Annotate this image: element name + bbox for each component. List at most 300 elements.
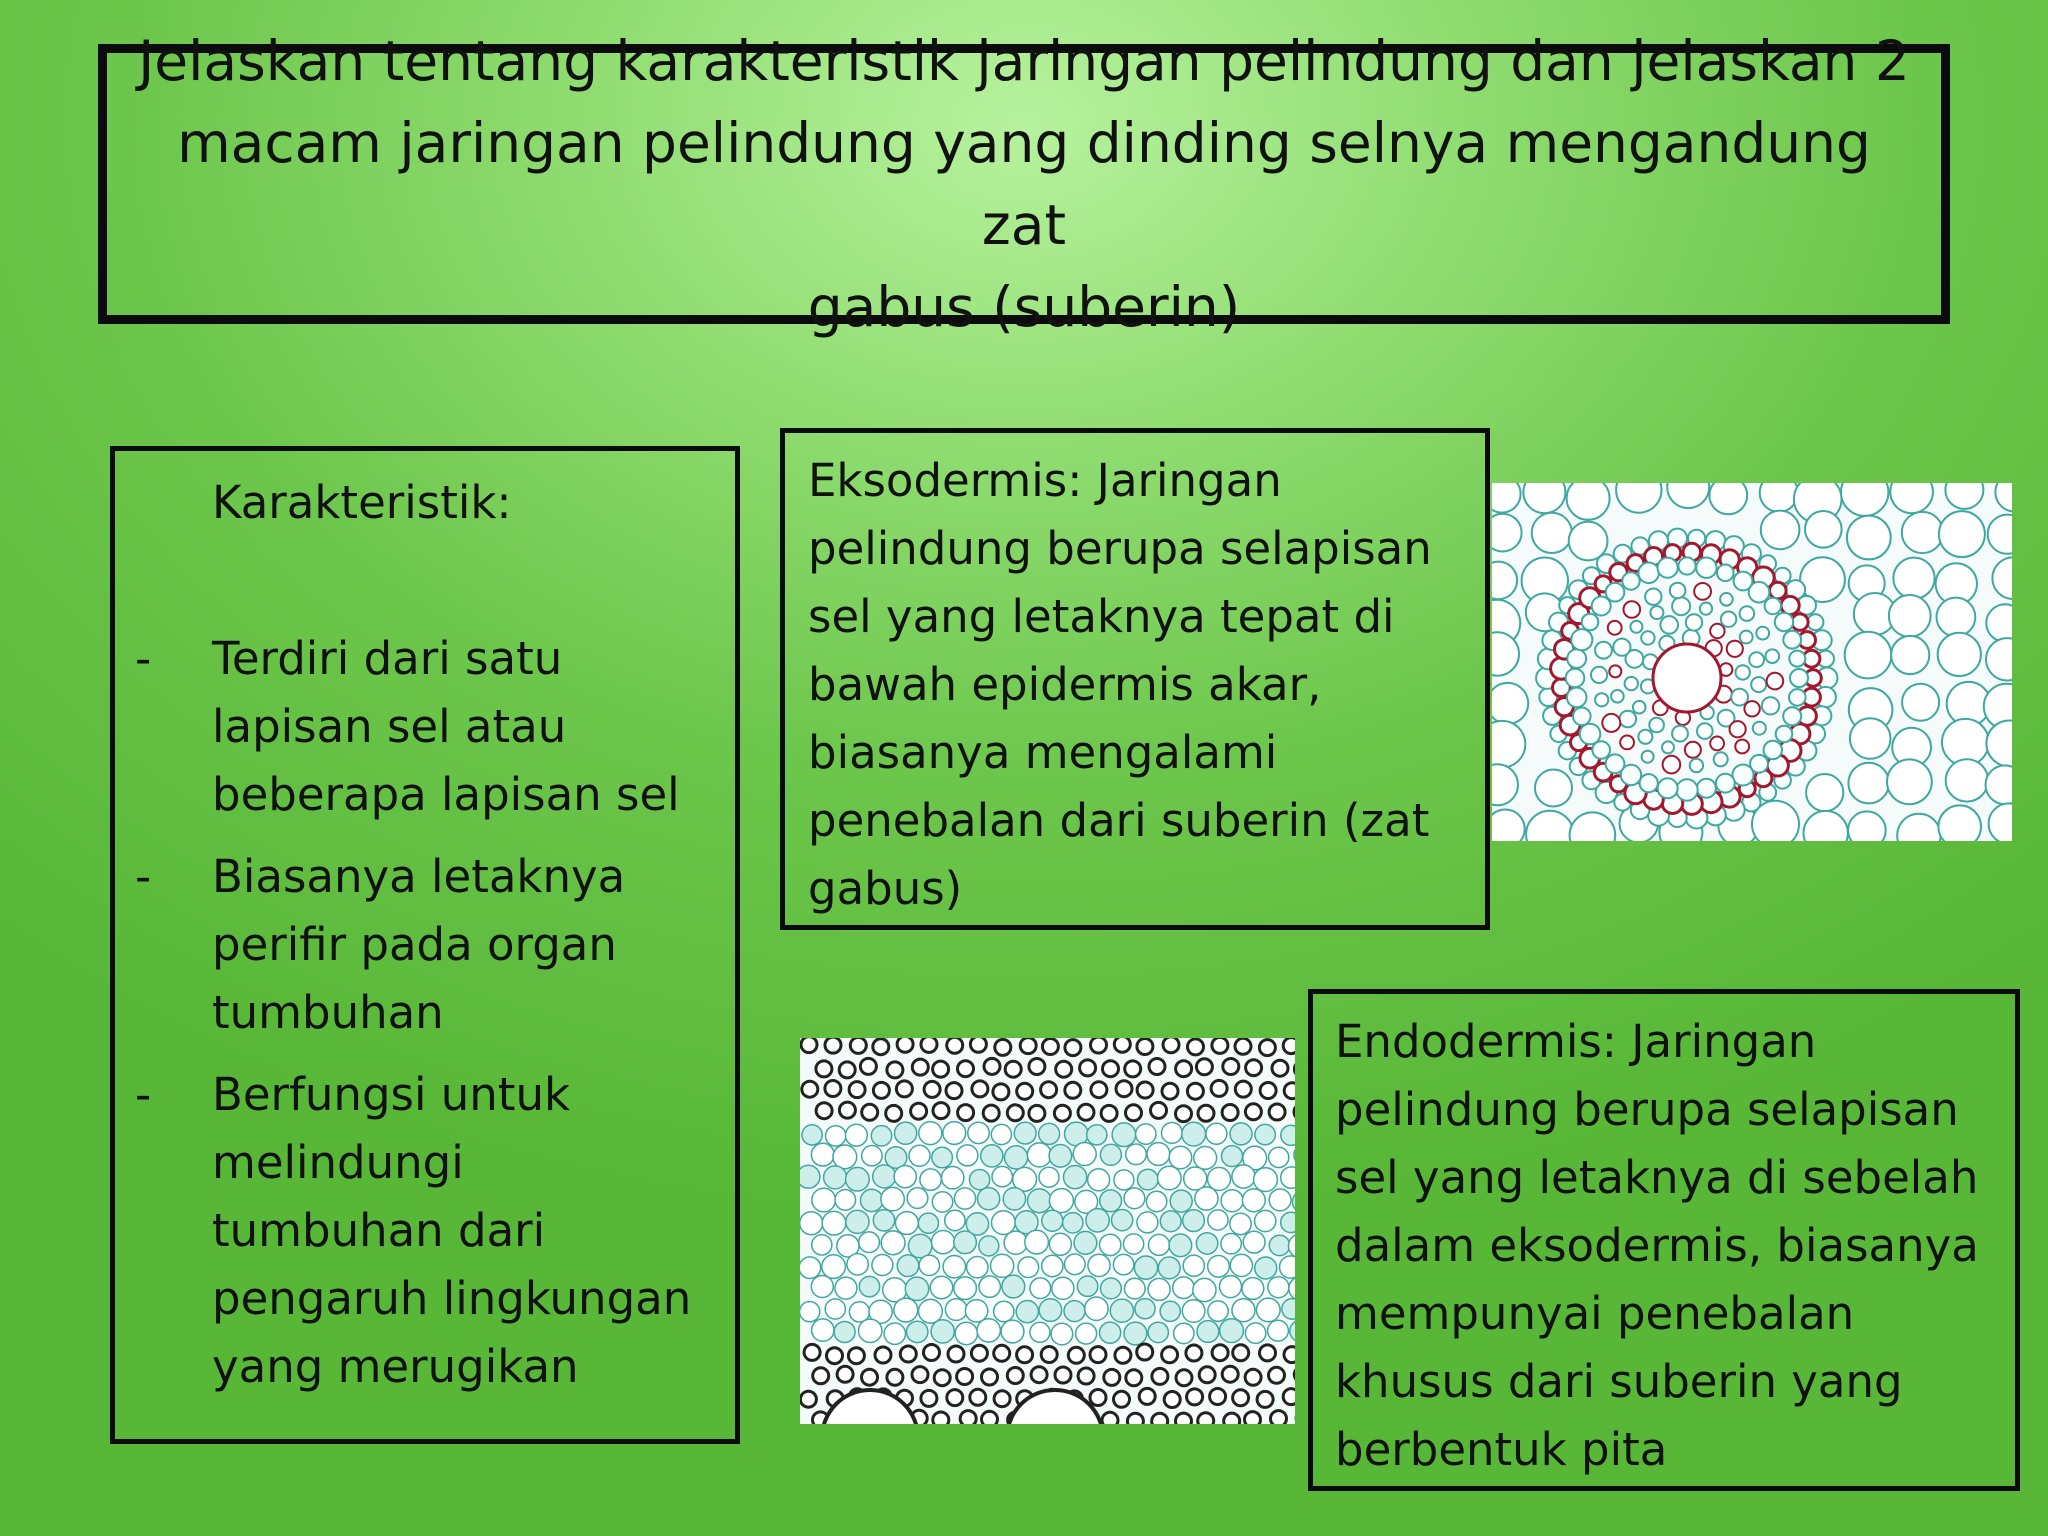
item-line: tumbuhan <box>212 986 444 1039</box>
tissue-cell <box>1025 1230 1049 1254</box>
tissue-cell <box>970 1170 990 1190</box>
tissue-cell <box>1208 1256 1230 1278</box>
stele-cell <box>1736 665 1750 679</box>
tissue-cell <box>1257 1391 1273 1407</box>
tissue-cell <box>835 1190 856 1211</box>
tissue-cell <box>1064 1166 1087 1189</box>
tissue-cell <box>1049 1189 1073 1213</box>
tissue-cell <box>957 1145 978 1166</box>
tissue-cell <box>1196 1059 1212 1075</box>
cortex-cell <box>1667 483 1709 508</box>
tissue-cell <box>825 1299 845 1319</box>
ring-cell <box>1573 708 1591 726</box>
tissue-cell <box>1235 1038 1251 1054</box>
cortex-cell <box>1847 516 1891 560</box>
tissue-cell <box>873 1210 894 1231</box>
tissue-cell <box>934 1370 950 1386</box>
cortex-cell <box>1986 638 2012 680</box>
stele-cell <box>1762 697 1779 714</box>
endodermis-description <box>1335 1008 1979 1484</box>
ring-cell <box>1764 741 1782 759</box>
eksodermis-description <box>808 447 1432 923</box>
tissue-cell <box>1283 1038 1295 1054</box>
cortex-cell <box>1992 557 2012 599</box>
tissue-cell <box>970 1038 986 1052</box>
tissue-cell <box>1182 1300 1205 1323</box>
tissue-cell <box>943 1122 966 1145</box>
tissue-cell <box>1281 1125 1295 1145</box>
tissue-cell <box>1269 1367 1285 1383</box>
cortex-cell <box>1902 512 1943 553</box>
ring-cell <box>1776 726 1793 743</box>
stele-cell <box>1740 631 1753 644</box>
ring-cell <box>1775 613 1793 631</box>
tissue-cell <box>1281 1167 1295 1188</box>
tissue-cell <box>933 1412 949 1424</box>
tissue-cell <box>1294 1104 1295 1120</box>
tissue-cell <box>1134 1256 1157 1279</box>
tissue-cell <box>921 1038 937 1052</box>
tissue-cell <box>1281 1212 1295 1232</box>
cortex-cell <box>1492 683 1528 724</box>
tissue-cell <box>1187 1389 1203 1405</box>
tissue-cell <box>932 1147 953 1168</box>
stele-cell <box>1595 642 1612 659</box>
tissue-cell <box>907 1321 928 1342</box>
tissue-cell <box>979 1236 999 1256</box>
ring-cell <box>1658 558 1678 578</box>
tissue-cell <box>800 1391 816 1407</box>
stele-cell <box>1727 641 1743 657</box>
slide-title <box>137 20 1911 348</box>
tissue-cell <box>971 1345 987 1361</box>
tissue-cell <box>800 1257 821 1279</box>
tissue-cell <box>994 1345 1010 1361</box>
desc-line: pelindung berupa selapisan <box>1335 1083 1959 1136</box>
tissue-cell <box>982 1411 998 1424</box>
stele-cell <box>1744 701 1759 716</box>
item-line: yang merugikan <box>212 1340 579 1393</box>
tissue-cell <box>920 1169 941 1190</box>
item-line: Berfungsi untuk <box>212 1068 571 1121</box>
stele-cell <box>1670 583 1686 599</box>
tissue-cell <box>912 1367 928 1383</box>
tissue-cell <box>1212 1345 1228 1361</box>
tissue-cell <box>846 1124 868 1146</box>
ring-cell <box>1807 614 1823 630</box>
tissue-cell <box>943 1256 965 1278</box>
tissue-cell <box>1112 1210 1133 1231</box>
cortex-cell <box>1492 810 1525 842</box>
tissue-cell <box>1294 1145 1295 1165</box>
tissue-cell <box>1064 1301 1085 1322</box>
item-line: tumbuhan dari <box>212 1204 546 1257</box>
tissue-cell <box>1088 1169 1110 1191</box>
tissue-cell <box>848 1348 864 1364</box>
bullet-dash: - <box>135 1068 152 1121</box>
stele-cell <box>1710 624 1724 638</box>
characteristics-list <box>115 625 735 1415</box>
tissue-cell <box>1127 1413 1143 1424</box>
tissue-cell <box>1272 1060 1288 1076</box>
cortex-cell <box>1709 483 1747 514</box>
cortex-cell <box>1989 803 2012 841</box>
tissue-cell <box>995 1039 1011 1055</box>
tissue-cell <box>1074 1231 1097 1254</box>
tissue-cell <box>954 1188 975 1209</box>
tissue-cell <box>1162 1123 1183 1144</box>
tissue-cell <box>812 1188 836 1212</box>
tissue-cell <box>1246 1060 1262 1076</box>
tissue-cell <box>846 1167 870 1191</box>
stele-cell <box>1730 721 1746 737</box>
cortex-cell <box>1567 483 1610 520</box>
tissue-cell <box>1149 1059 1165 1075</box>
tissue-cell <box>1055 1367 1071 1383</box>
tissue-cell <box>1230 1213 1251 1234</box>
tissue-cell <box>947 1038 963 1053</box>
cortex-cell <box>1891 636 1929 674</box>
tissue-cell <box>957 1369 973 1385</box>
tissue-cell <box>1255 1257 1277 1279</box>
tissue-cell <box>1176 1061 1192 1077</box>
tissue-cell <box>946 1083 962 1099</box>
stele-cell <box>1611 690 1624 703</box>
tissue-cell <box>1195 1187 1218 1210</box>
tissue-cell <box>1136 1124 1156 1144</box>
tissue-cell <box>1283 1389 1295 1405</box>
tissue-cell <box>1091 1038 1107 1053</box>
tissue-cell <box>1269 1147 1289 1167</box>
tissue-cell <box>919 1122 942 1145</box>
tissue-cell <box>1001 1320 1024 1343</box>
ring-cell <box>1606 583 1625 602</box>
stele-cell <box>1685 742 1701 758</box>
cortex-cell <box>1492 562 1517 600</box>
cortex-cell <box>1845 632 1892 679</box>
tissue-cell <box>931 1320 954 1343</box>
stele-cell <box>1595 693 1608 706</box>
list-item <box>115 843 735 1047</box>
tissue-cell <box>1100 1144 1121 1165</box>
tissue-cell <box>1269 1235 1289 1255</box>
tissue-cell <box>1232 1299 1255 1322</box>
stele-cell <box>1767 673 1784 690</box>
tissue-cell <box>933 1061 949 1077</box>
tissue-cell <box>958 1105 974 1121</box>
tissue-cell <box>1242 1278 1264 1300</box>
stele-cell <box>1650 606 1663 619</box>
tissue-cell <box>955 1322 977 1344</box>
stele-cell <box>1710 737 1724 751</box>
tissue-cell <box>1221 1234 1241 1254</box>
stele-cell <box>1714 752 1728 766</box>
ring-cell <box>1582 614 1599 631</box>
cortex-cell <box>1897 814 1940 841</box>
tissue-cell <box>1163 1038 1179 1053</box>
stele-cell <box>1735 740 1749 754</box>
tissue-cell <box>1148 1278 1170 1300</box>
stele-cell <box>1645 589 1661 605</box>
tissue-cell <box>1028 1189 1052 1213</box>
tissue-cell <box>948 1346 964 1362</box>
cortex-cell <box>1939 511 1985 557</box>
tissue-cell <box>1077 1276 1097 1296</box>
tissue-cell <box>871 1126 891 1146</box>
tissue-cell <box>907 1188 928 1209</box>
item-line: beberapa lapisan sel <box>212 768 680 821</box>
root-tissue-image <box>800 1038 1295 1424</box>
tissue-cell <box>933 1103 949 1119</box>
ring-cell <box>1789 689 1806 706</box>
item-line: melindungi <box>212 1136 464 1189</box>
tissue-cell <box>875 1347 891 1363</box>
cortex-cell <box>1945 483 1983 509</box>
tissue-cell <box>1176 1370 1192 1386</box>
tissue-cell <box>932 1192 952 1212</box>
stele-cell <box>1624 601 1641 618</box>
tissue-cell <box>984 1058 1000 1074</box>
desc-line: gabus) <box>808 862 963 915</box>
tissue-cell <box>1193 1278 1216 1301</box>
stele-cell <box>1686 614 1702 630</box>
title-box <box>98 29 1950 339</box>
tissue-cell <box>1294 1061 1295 1077</box>
cortex-cell <box>1805 511 1842 548</box>
stele-cell <box>1766 649 1780 663</box>
ring-cell <box>1567 649 1586 668</box>
tissue-cell <box>1080 1060 1096 1076</box>
tissue-cell <box>1041 1082 1057 1098</box>
tissue-cell <box>1073 1143 1096 1166</box>
tissue-cell <box>1042 1255 1063 1276</box>
tissue-cell <box>1282 1299 1295 1320</box>
tissue-cell <box>1031 1367 1047 1383</box>
tissue-cell <box>1151 1102 1167 1118</box>
tissue-cell <box>945 1299 967 1321</box>
tissue-cell <box>1160 1301 1180 1321</box>
stele-cell <box>1721 612 1736 627</box>
tissue-cell <box>816 1061 832 1077</box>
tissue-cell <box>1051 1323 1073 1345</box>
tissue-cell <box>1235 1081 1251 1097</box>
stele-cell <box>1720 593 1733 606</box>
ring-cell <box>1571 629 1592 650</box>
tissue-cell <box>1220 1276 1242 1298</box>
tissue-cell <box>896 1212 919 1235</box>
tissue-cell <box>1221 1190 1243 1212</box>
tissue-cell <box>1078 1368 1094 1384</box>
tissue-cell <box>1242 1189 1265 1212</box>
tissue-cell <box>1114 1391 1130 1407</box>
tissue-cell <box>1293 1191 1296 1213</box>
tissue-cell <box>1005 1146 1028 1169</box>
ring-cell <box>1789 651 1805 667</box>
ring-cell <box>1678 557 1695 574</box>
tissue-cell <box>824 1166 847 1189</box>
tissue-cell <box>1007 1368 1023 1384</box>
list-item <box>115 625 735 829</box>
cortex-cell <box>1841 483 1888 516</box>
characteristics-box <box>110 446 740 1444</box>
stele-cell <box>1649 718 1664 733</box>
tissue-cell <box>1199 1367 1215 1383</box>
title-line: macam jaringan pelindung yang dinding selnya mengandung zat <box>177 111 1871 257</box>
stele-cell <box>1630 621 1642 633</box>
tissue-cell <box>1091 1082 1107 1098</box>
cortex-cell <box>1526 811 1573 841</box>
cortex-cell <box>1986 765 2013 804</box>
cortex-cell <box>1986 721 2012 767</box>
tissue-cell <box>1211 1080 1227 1096</box>
root-cross-section-image <box>1492 483 2012 841</box>
desc-line: penebalan dari suberin (zat <box>808 794 1430 847</box>
cortex-cell <box>1988 515 2012 554</box>
tissue-cell <box>972 1081 988 1097</box>
tissue-cell <box>1268 1277 1289 1298</box>
tissue-cell <box>1078 1104 1094 1120</box>
tissue-cell <box>895 1122 917 1144</box>
tissue-cell <box>1224 1413 1240 1424</box>
tissue-cell <box>1138 1169 1159 1190</box>
tissue-cell <box>1076 1323 1097 1344</box>
stele-cell <box>1625 677 1638 690</box>
tissue-cell <box>826 1126 846 1146</box>
tissue-cell <box>1173 1277 1195 1299</box>
tissue-cell <box>859 1232 880 1253</box>
tissue-cell <box>1152 1368 1168 1384</box>
tissue-cell <box>873 1039 889 1055</box>
tissue-cell <box>884 1323 905 1344</box>
cortex-cell <box>1616 483 1661 513</box>
tissue-cell <box>859 1319 882 1342</box>
cortex-cell <box>1804 811 1848 841</box>
tissue-cell <box>930 1276 952 1298</box>
tissue-cell <box>1290 1320 1295 1342</box>
tissue-cell <box>834 1322 855 1343</box>
tissue-cell <box>1186 1345 1202 1361</box>
tissue-cell <box>811 1143 834 1166</box>
tissue-cell <box>1100 1322 1121 1343</box>
tissue-cell <box>1135 1299 1155 1319</box>
stele-cell <box>1663 756 1681 774</box>
tissue-cell <box>1245 1323 1265 1343</box>
tissue-cell <box>1162 1083 1178 1099</box>
tissue-cell <box>947 1390 963 1406</box>
cortex-cell <box>1535 770 1572 807</box>
tissue-cell <box>911 1103 927 1119</box>
tissue-cell <box>802 1081 818 1097</box>
stele-cell <box>1672 597 1690 615</box>
stele-cell <box>1660 616 1678 634</box>
desc-line: Endodermis: Jaringan <box>1335 1015 1817 1068</box>
tissue-cell <box>945 1210 965 1230</box>
stele-cell <box>1633 701 1646 714</box>
tissue-cell <box>886 1105 902 1121</box>
tissue-cell <box>800 1165 820 1188</box>
desc-line: bawah epidermis akar, <box>808 658 1322 711</box>
cortex-cell <box>1850 718 1891 759</box>
tissue-cell <box>847 1254 868 1275</box>
tissue-cell <box>1137 1344 1153 1360</box>
stele-cell <box>1609 665 1621 677</box>
tissue-cell <box>1090 1390 1106 1406</box>
tissue-cell <box>1137 1039 1153 1055</box>
tissue-cell <box>1126 1144 1147 1165</box>
tissue-cell <box>979 1276 1000 1297</box>
tissue-cell <box>1103 1061 1119 1077</box>
cortex-cell <box>1986 604 2012 642</box>
tissue-cell <box>1065 1082 1081 1098</box>
endodermis-micrograph <box>800 1038 1295 1424</box>
ring-cell <box>1770 582 1787 599</box>
tissue-cell <box>1170 1190 1192 1212</box>
cortex-cell <box>1570 812 1616 841</box>
tissue-cell <box>1212 1038 1228 1053</box>
stele-cell <box>1602 714 1620 732</box>
tissue-cell <box>1004 1231 1027 1254</box>
tissue-cell <box>1124 1188 1145 1209</box>
tissue-cell <box>850 1038 866 1053</box>
tissue-cell <box>1222 1105 1238 1121</box>
ring-cell <box>1658 778 1678 798</box>
item-line: Terdiri dari satu <box>212 632 563 685</box>
tissue-cell <box>1259 1040 1275 1056</box>
tissue-cell <box>1149 1234 1170 1255</box>
tissue-cell <box>800 1302 820 1322</box>
tissue-cell <box>1146 1191 1166 1211</box>
ring-cell <box>1567 688 1587 708</box>
tissue-cell <box>1126 1105 1142 1121</box>
tissue-cell <box>822 1211 846 1235</box>
tissue-cell <box>958 1061 974 1077</box>
tissue-cell <box>908 1234 932 1258</box>
tissue-cell <box>978 1188 1000 1210</box>
stele-cell <box>1642 751 1654 763</box>
ring-cell <box>1676 779 1697 800</box>
tissue-cell <box>1152 1413 1168 1424</box>
tissue-cell <box>1183 1255 1204 1276</box>
tissue-cell <box>1139 1388 1155 1404</box>
tissue-cell <box>1268 1320 1289 1341</box>
tissue-cell <box>861 1189 883 1211</box>
tissue-cell <box>1162 1347 1178 1363</box>
stele-cell <box>1697 723 1713 739</box>
tissue-cell <box>894 1298 918 1322</box>
stele-cell <box>1662 741 1674 753</box>
tissue-cell <box>1160 1211 1181 1232</box>
tissue-cell <box>992 1211 1016 1235</box>
tissue-cell <box>1114 1038 1130 1052</box>
tissue-cell <box>839 1062 855 1078</box>
tissue-cell <box>812 1319 834 1341</box>
tissue-cell <box>1289 1277 1295 1300</box>
tissue-cell <box>942 1167 964 1189</box>
tissue-cell <box>1125 1061 1141 1077</box>
central-vessel <box>1653 644 1721 712</box>
stele-cell <box>1749 652 1764 667</box>
tissue-cell <box>1220 1319 1244 1343</box>
eksodermis-micrograph <box>1492 483 2012 841</box>
tissue-cell <box>1137 1212 1158 1233</box>
tissue-cell <box>1294 1367 1295 1383</box>
tissue-cell <box>1124 1322 1147 1345</box>
tissue-cell <box>1102 1412 1118 1424</box>
title-line: gabus (suberin) <box>807 275 1241 339</box>
tissue-cell <box>1230 1254 1252 1276</box>
tissue-cell <box>932 1231 955 1254</box>
tissue-cell <box>1126 1370 1142 1386</box>
